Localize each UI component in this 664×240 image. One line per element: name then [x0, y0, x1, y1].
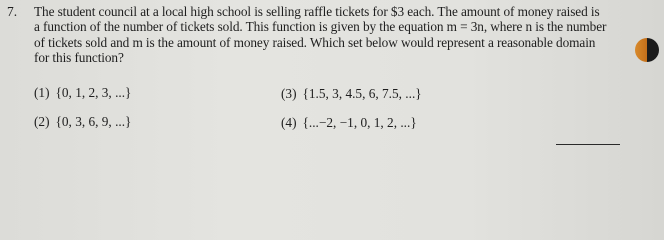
stem-line-4: for this function?: [34, 49, 124, 65]
option-1-text: {0, 1, 2, 3, ...}: [55, 85, 132, 100]
question-stem: [34, 4, 634, 65]
question-number: 7.: [7, 4, 18, 19]
option-1-number: (1): [34, 85, 50, 100]
stem-line-1: The student council at a local high school is selling raffle tickets for $3 each. The amount of money raised is: [34, 4, 600, 19]
option-1: [34, 85, 131, 101]
stem-line-3: of tickets sold and m is the amount of money raised. Which set below would represent a reasonable domain: [34, 34, 596, 50]
option-4-number: (4): [281, 115, 297, 130]
option-3-number: (3): [281, 86, 297, 101]
option-2-text: {0, 3, 6, 9, ...}: [55, 114, 132, 129]
answer-blank-line: [556, 144, 620, 145]
stem-line-2: a function of the number of tickets sold. This function is given by the equation m = 3n, where n is the number: [34, 19, 607, 35]
margin-mark-icon: [635, 38, 659, 62]
option-2: [34, 114, 131, 130]
option-4-text: {...−2, −1, 0, 1, 2, ...}: [302, 115, 417, 130]
option-2-number: (2): [34, 114, 50, 129]
option-4: [281, 115, 417, 131]
option-3: [281, 86, 422, 102]
option-3-text: {1.5, 3, 4.5, 6, 7.5, ...}: [302, 86, 422, 101]
